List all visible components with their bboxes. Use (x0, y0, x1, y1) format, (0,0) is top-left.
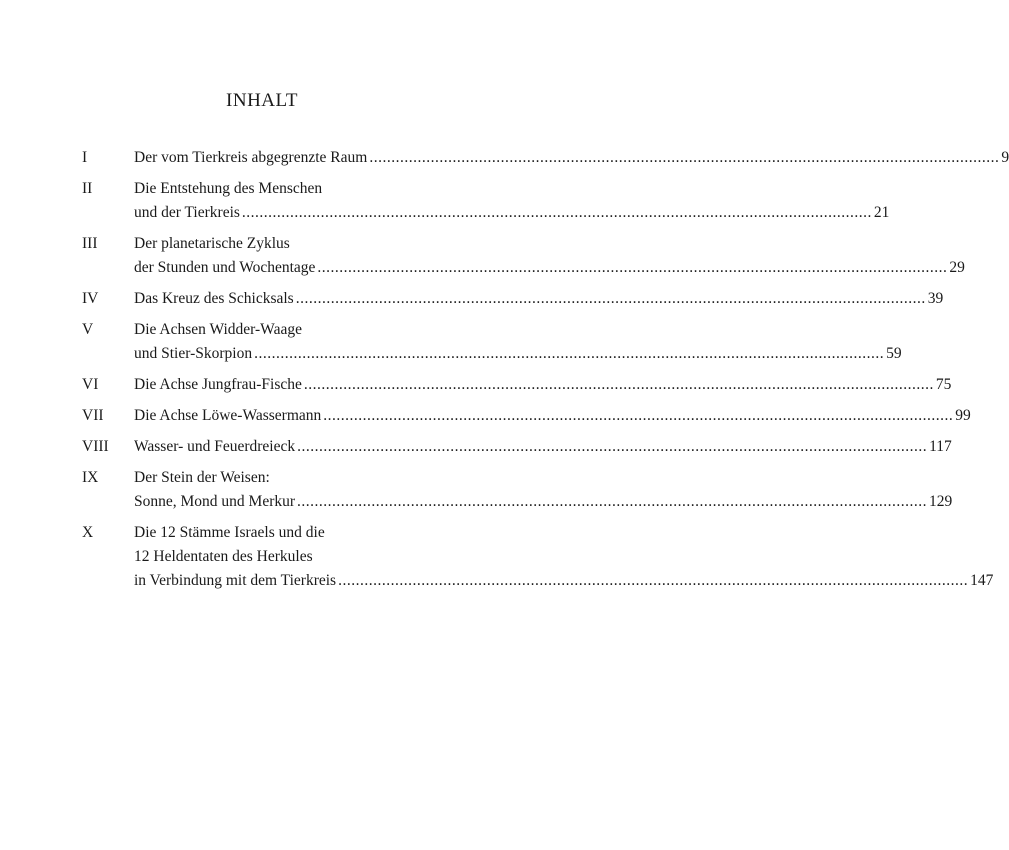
chapter-title-block (134, 435, 952, 459)
chapter-title-line (134, 373, 951, 397)
chapter-title-text: Sonne, Mond und Merkur (134, 493, 296, 510)
dot-leader (323, 404, 953, 428)
chapter-numeral: II (82, 180, 93, 197)
dot-leader (338, 569, 968, 593)
dot-leader (254, 342, 884, 366)
chapter-title-text: 12 Heldentaten des Herkules (134, 548, 313, 565)
dot-leader (296, 287, 926, 311)
toc-entry (82, 435, 952, 459)
toc-entry (82, 466, 953, 514)
chapter-title-text: in Verbindung mit dem Tierkreis (134, 572, 337, 589)
page-number: 129 (929, 493, 953, 510)
chapter-title-text: Die 12 Stämme Israels und die (134, 524, 325, 541)
dot-leader (317, 256, 947, 280)
dot-leader (242, 201, 872, 225)
chapter-title-line (134, 404, 971, 428)
page-title: INHALT (226, 90, 298, 111)
chapter-numeral: X (82, 524, 94, 541)
toc-entry (82, 177, 890, 225)
chapter-title-line (134, 466, 952, 490)
toc-entry (82, 287, 944, 311)
toc-entry (82, 404, 971, 428)
chapter-title-line (134, 545, 993, 569)
chapter-title-text: und Stier-Skorpion (134, 345, 253, 362)
toc-entry (82, 146, 1009, 170)
chapter-title-text: Das Kreuz des Schicksals (134, 290, 294, 307)
toc-entry (82, 373, 952, 397)
chapter-title-text: Der Stein der Weisen: (134, 469, 270, 486)
chapter-title-block (134, 318, 902, 366)
chapter-title-text: Die Entstehung des Menschen (134, 180, 323, 197)
chapter-title-line (134, 146, 1009, 170)
page-number: 147 (970, 572, 994, 589)
dot-leader (304, 373, 934, 397)
chapter-title-block (134, 521, 993, 593)
toc-entry (82, 318, 902, 366)
toc-entry (82, 232, 965, 280)
chapter-numeral: VIII (82, 438, 109, 455)
chapter-title-block (134, 466, 952, 514)
page-number: 39 (927, 290, 944, 307)
dot-leader (297, 490, 927, 514)
chapter-numeral: III (82, 235, 98, 252)
chapter-title-text: Wasser- und Feuerdreieck (134, 438, 296, 455)
chapter-title-block (134, 404, 971, 428)
chapter-numeral: VII (82, 407, 104, 424)
dot-leader (297, 435, 927, 459)
chapter-title-text: Die Achse Löwe-Wassermann (134, 407, 322, 424)
page-number: 59 (886, 345, 902, 362)
chapter-numeral: IV (82, 290, 99, 307)
chapter-title-line (134, 287, 943, 311)
page-number: 117 (929, 438, 952, 455)
chapter-title-line (134, 232, 965, 256)
page-number: 75 (935, 376, 952, 393)
chapter-title-block (134, 146, 1009, 170)
chapter-title-text: der Stunden und Wochentage (134, 259, 316, 276)
chapter-title-block (134, 287, 943, 311)
chapter-title-text: Die Achse Jungfrau-Fische (134, 376, 302, 393)
chapter-title-line (134, 201, 889, 225)
chapter-title-text: und der Tierkreis (134, 204, 240, 221)
chapter-title-line (134, 490, 952, 514)
dot-leader (369, 146, 999, 170)
chapter-title-text: Der planetarische Zyklus (134, 235, 290, 252)
chapter-title-line (134, 569, 993, 593)
chapter-numeral: VI (82, 376, 99, 393)
page-number: 99 (955, 407, 971, 424)
chapter-title-line (134, 318, 902, 342)
chapter-numeral: IX (82, 469, 99, 486)
chapter-title-block (134, 177, 889, 225)
chapter-title-line (134, 342, 902, 366)
chapter-numeral: I (82, 149, 88, 166)
page-number: 29 (949, 259, 965, 276)
page-number: 21 (873, 204, 890, 221)
chapter-title-text: Die Achsen Widder-Waage (134, 321, 302, 338)
toc-entry (82, 521, 994, 593)
chapter-title-line (134, 521, 993, 545)
table-of-contents (82, 146, 1009, 600)
chapter-title-line (134, 256, 965, 280)
chapter-title-text: Der vom Tierkreis abgegrenzte Raum (134, 149, 368, 166)
chapter-title-block (134, 232, 965, 280)
chapter-numeral: V (82, 321, 94, 338)
page-number: 9 (1001, 149, 1009, 166)
chapter-title-line (134, 435, 952, 459)
chapter-title-line (134, 177, 889, 201)
chapter-title-block (134, 373, 951, 397)
